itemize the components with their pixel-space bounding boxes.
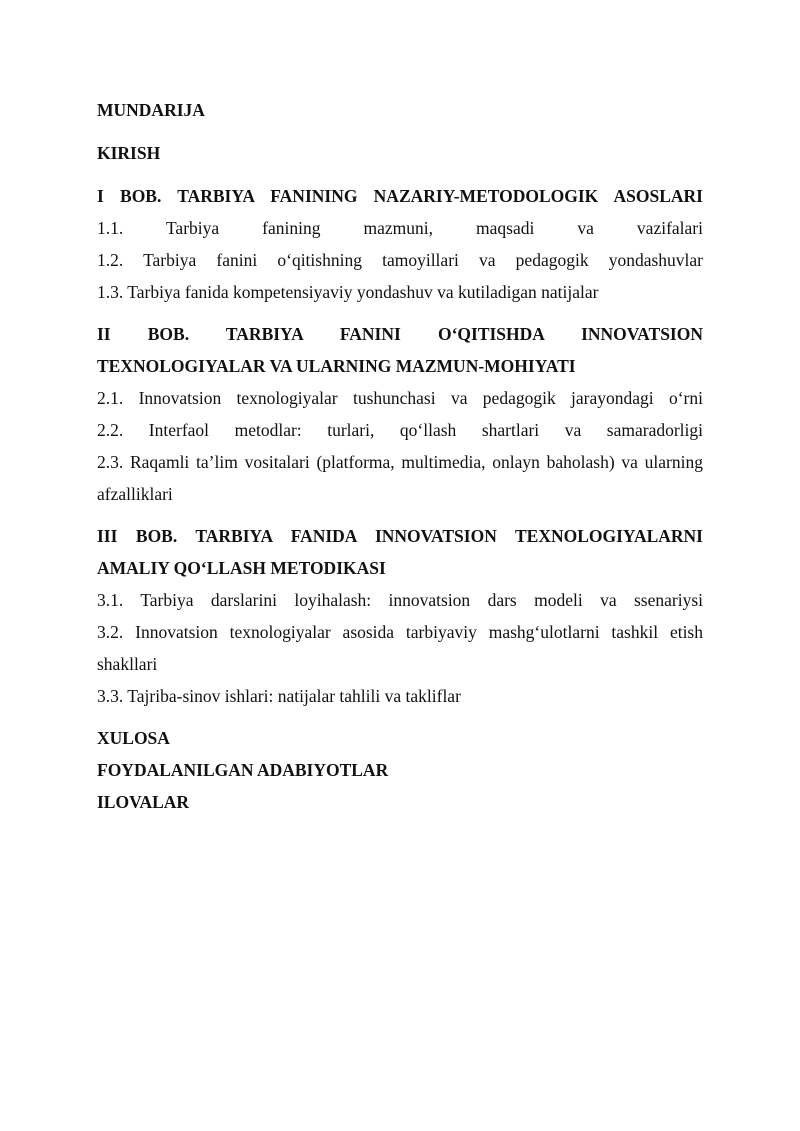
toc-item-1-2: 1.2. Tarbiya fanini o‘qitishning tamoyillari va pedagogik yondashuvlar [97, 250, 703, 270]
toc-references: FOYDALANILGAN ADABIYOTLAR [97, 760, 389, 780]
toc-item-3-2: 3.2. Innovatsion texnologiyalar asosida tarbiyaviy mashg‘ulotlarni tashkil etish shakllari [97, 622, 703, 674]
toc-item-1-3: 1.3. Tarbiya fanida kompetensiyaviy yondashuv va kutiladigan natijalar [97, 282, 599, 302]
toc-item-2-2: 2.2. Interfaol metodlar: turlari, qo‘llash shartlari va samaradorligi [97, 420, 703, 440]
toc-item-1-1: 1.1. Tarbiya fanining mazmuni, maqsadi va vazifalari [97, 218, 703, 238]
chapter-1-heading: I BOB. TARBIYA FANINING NAZARIY-METODOLOGIK ASOSLARI [97, 186, 703, 206]
toc-item-2-1: 2.1. Innovatsion texnologiyalar tushunchasi va pedagogik jarayondagi o‘rni [97, 388, 703, 408]
toc-title: MUNDARIJA [97, 100, 205, 120]
toc-item-3-1: 3.1. Tarbiya darslarini loyihalash: innovatsion dars modeli va ssenariysi [97, 590, 703, 610]
chapter-2-heading: II BOB. TARBIYA FANINI O‘QITISHDA INNOVATSION TEXNOLOGIYALAR VA ULARNING MAZMUN-MOHIYATI [97, 324, 703, 376]
table-of-contents [97, 94, 703, 818]
toc-appendices: ILOVALAR [97, 792, 190, 812]
toc-conclusion: XULOSA [97, 728, 170, 748]
toc-item-2-3: 2.3. Raqamli ta’lim vositalari (platforma, multimedia, onlayn baholash) va ularning afzalliklari [97, 452, 703, 504]
toc-intro: KIRISH [97, 143, 161, 163]
chapter-3-heading: III BOB. TARBIYA FANIDA INNOVATSION TEXNOLOGIYALARNI AMALIY QO‘LLASH METODIKASI [97, 526, 703, 578]
toc-item-3-3: 3.3. Tajriba-sinov ishlari: natijalar tahlili va takliflar [97, 686, 461, 706]
